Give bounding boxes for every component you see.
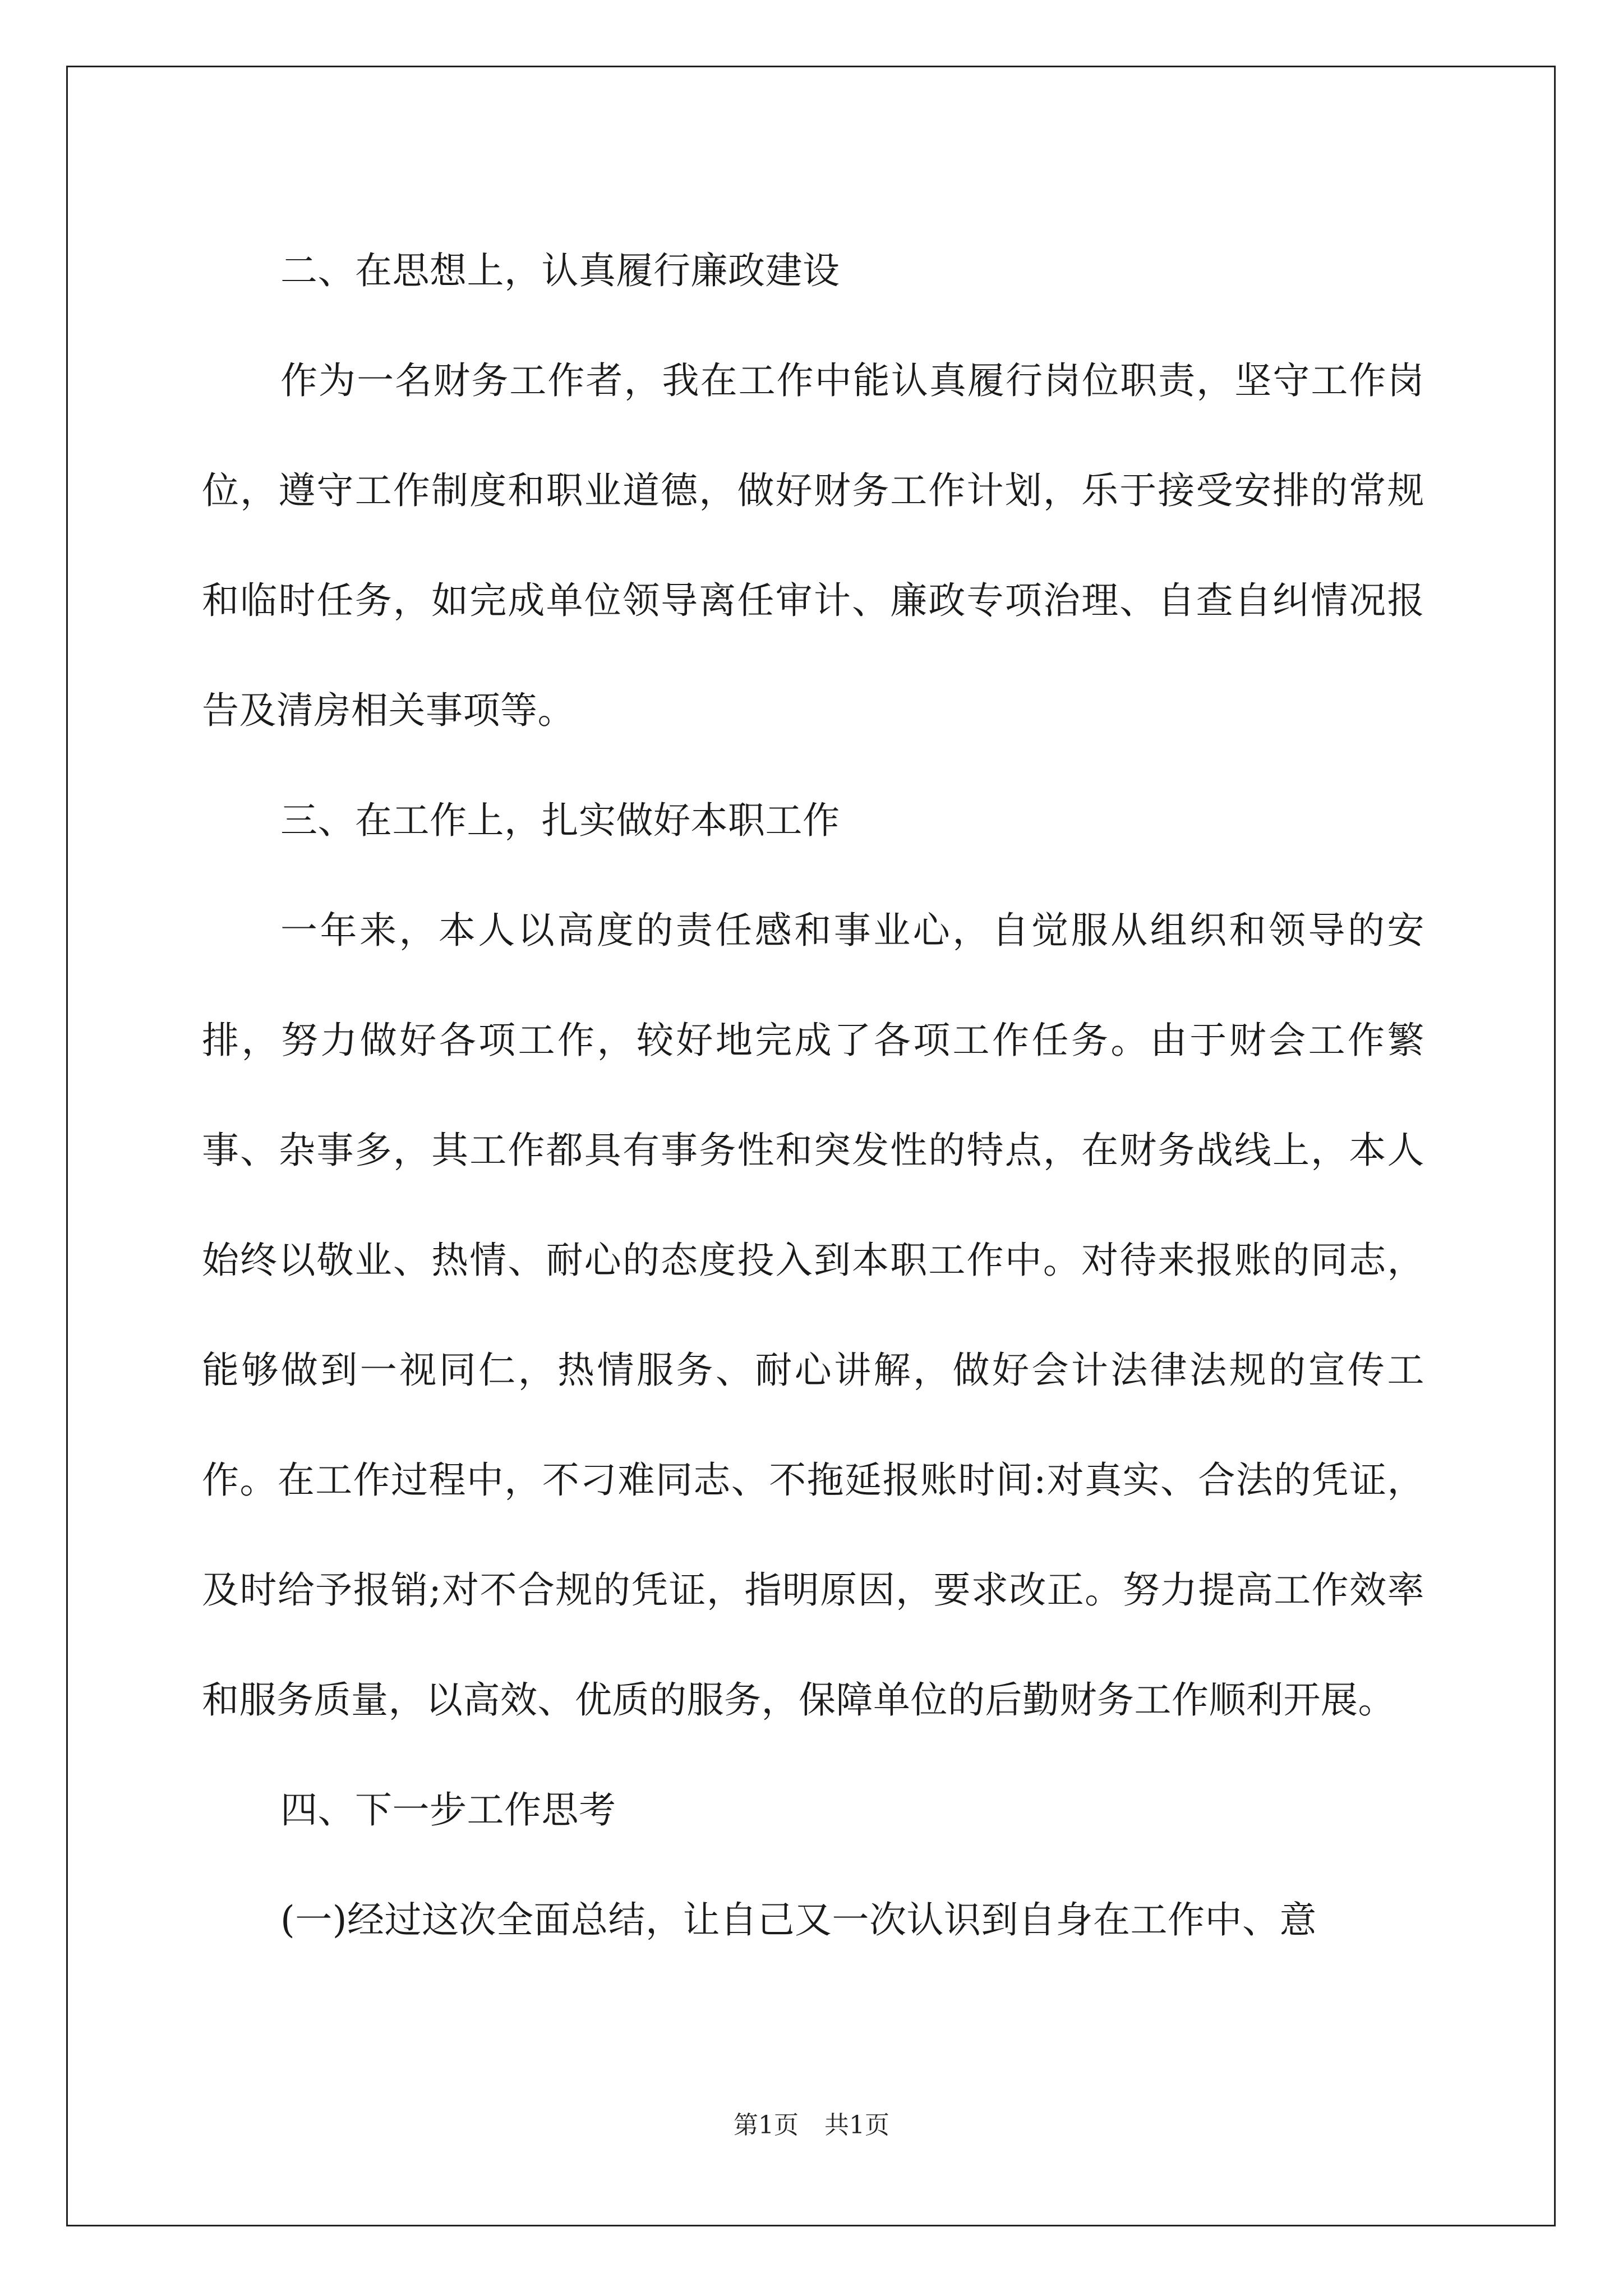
section-heading-3: 三、在工作上，扎实做好本职工作 [280, 799, 840, 842]
page-total: 共1页 [824, 2111, 889, 2139]
document-body [202, 216, 1424, 1975]
body-paragraph-2: 一年来，本人以高度的责任感和事业心，自觉服从组织和领导的安排，努力做好各项工作，较好地完成了各项工作任务。由于财会工作繁事、杂事多，其工作都具有事务性和突发性的特点，在财务战线上，本人始终以敬业、热情、耐心的态度投入到本职工作中。对待来报账的同志，能够做到一视同仁，热情服务、耐心讲解，做好会计法律法规的宣传工作。在工作过程中，不刁难同志、不拖延报账时间:对真实、合法的凭证，及时给予报销;对不合规的凭证，指明原因，要求改正。努力提高工作效率和服务质量，以高效、优质的服务，保障单位的后勤财务工作顺利开展。 [202, 909, 1424, 1722]
section-heading-2: 二、在思想上，认真履行廉政建设 [280, 249, 840, 292]
section-heading-4: 四、下一步工作思考 [280, 1788, 616, 1832]
page-number: 第1页 [734, 2111, 799, 2139]
body-paragraph-3: (一)经过这次全面总结，让自己又一次认识到自身在工作中、意 [280, 1898, 1317, 1941]
page-footer [0, 2105, 1623, 2141]
body-paragraph-1: 作为一名财务工作者，我在工作中能认真履行岗位职责，坚守工作岗位，遵守工作制度和职业道德，做好财务工作计划，乐于接受安排的常规和临时任务，如完成单位领导离任审计、廉政专项治理、自查自纠情况报告及清房相关事项等。 [202, 359, 1424, 732]
